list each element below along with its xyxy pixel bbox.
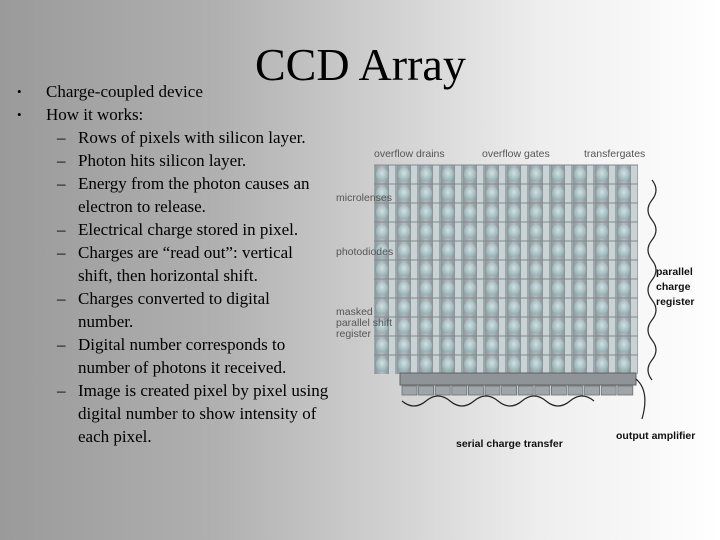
microlens (464, 301, 476, 315)
microlens (420, 339, 432, 353)
microlens (618, 320, 630, 334)
microlens (376, 263, 388, 277)
label-output-amplifier: output amplifier (616, 430, 696, 442)
label-overflow-gates: overflow gates (482, 148, 550, 160)
microlens (618, 263, 630, 277)
serial-register-cell (502, 386, 517, 395)
microlens (398, 244, 410, 258)
label-overflow-drains: overflow drains (374, 148, 445, 160)
bullet-marker: • (17, 84, 22, 99)
microlens (574, 301, 586, 315)
sub-bullet-text: Charges converted to digital number. (78, 289, 270, 331)
label-serial-charge-transfer: serial charge transfer (456, 438, 563, 450)
microlens (552, 225, 564, 239)
bullet-text: Charge-coupled device (46, 82, 203, 101)
microlens (530, 282, 542, 296)
sub-bullet-marker: – (57, 128, 66, 147)
ccd-array-diagram (330, 135, 720, 455)
label-transfer-gates: transfergates (584, 148, 646, 160)
microlens (596, 339, 608, 353)
sub-bullet-marker: – (57, 220, 66, 239)
serial-register-block (400, 373, 636, 385)
overflow-drain (565, 165, 571, 374)
microlens (574, 263, 586, 277)
sub-bullet-item (0, 241, 335, 287)
microlens (552, 263, 564, 277)
microlens (618, 187, 630, 201)
microlens (486, 187, 498, 201)
microlens (420, 358, 432, 372)
microlens (464, 206, 476, 220)
microlens (442, 168, 454, 182)
serial-register-cell (468, 386, 483, 395)
serial-register-cell (452, 386, 467, 395)
microlens (398, 358, 410, 372)
label-parallel: parallel (656, 266, 693, 278)
microlens (376, 225, 388, 239)
sub-bullet-marker: – (57, 381, 66, 400)
microlens (618, 244, 630, 258)
sub-bullet-marker: – (57, 243, 66, 262)
microlens (618, 168, 630, 182)
microlens (530, 320, 542, 334)
microlens (420, 320, 432, 334)
bullet-list (0, 80, 335, 448)
microlens (508, 263, 520, 277)
sub-bullet-item (0, 126, 335, 149)
microlens (376, 339, 388, 353)
microlens (508, 206, 520, 220)
microlens (442, 301, 454, 315)
overflow-drain (543, 165, 549, 374)
microlens (596, 187, 608, 201)
microlens (530, 187, 542, 201)
microlens (574, 187, 586, 201)
microlens (420, 168, 432, 182)
overflow-drain (587, 165, 593, 374)
microlens (552, 187, 564, 201)
microlens (486, 339, 498, 353)
bullet-text: How it works: (46, 105, 144, 124)
microlens (552, 168, 564, 182)
microlens (442, 263, 454, 277)
microlens (552, 206, 564, 220)
sub-bullet-text: Charges are “read out”: vertical shift, then horizontal shift. (78, 243, 293, 285)
microlens (508, 339, 520, 353)
sub-bullet-item (0, 287, 335, 333)
label-microlenses: microlenses (336, 192, 393, 204)
microlens (376, 358, 388, 372)
microlens (508, 225, 520, 239)
serial-register-cells (402, 386, 633, 395)
microlens (398, 187, 410, 201)
microlens (442, 206, 454, 220)
microlens (398, 225, 410, 239)
microlens (464, 168, 476, 182)
output-amplifier-arrow (636, 379, 645, 419)
microlens (618, 339, 630, 353)
overflow-drain (411, 165, 417, 374)
microlens (508, 282, 520, 296)
overflow-drain (609, 165, 615, 374)
microlens (574, 168, 586, 182)
microlens (486, 301, 498, 315)
microlens (618, 282, 630, 296)
overflow-drain (433, 165, 439, 374)
microlens (464, 225, 476, 239)
microlens (486, 225, 498, 239)
microlens (464, 282, 476, 296)
microlens (552, 358, 564, 372)
microlens (618, 206, 630, 220)
microlens (442, 339, 454, 353)
serial-register-cell (585, 386, 600, 395)
microlens (530, 206, 542, 220)
microlens (398, 320, 410, 334)
microlens (508, 168, 520, 182)
microlens (530, 358, 542, 372)
microlens (596, 301, 608, 315)
sub-bullet-item (0, 333, 335, 379)
parallel-register-brace (648, 180, 656, 380)
microlens (464, 187, 476, 201)
sub-bullet-item (0, 149, 335, 172)
label-charge: charge (656, 281, 691, 293)
sub-bullet-text: Digital number corresponds to number of photons it received. (78, 335, 287, 377)
microlens (486, 263, 498, 277)
label-photodiodes: photodiodes (336, 246, 394, 258)
bullet-marker: • (17, 107, 22, 122)
microlens (442, 244, 454, 258)
microlens (442, 225, 454, 239)
microlens (398, 301, 410, 315)
label-masked: masked (336, 306, 373, 318)
sub-bullet-marker: – (57, 335, 66, 354)
sub-bullet-text: Photon hits silicon layer. (78, 151, 247, 170)
microlens (530, 244, 542, 258)
microlens (530, 339, 542, 353)
microlens (574, 339, 586, 353)
microlens (552, 320, 564, 334)
serial-register-cell (402, 386, 417, 395)
sub-bullet-marker: – (57, 174, 66, 193)
microlens (508, 358, 520, 372)
serial-register-cell (518, 386, 533, 395)
microlens (508, 244, 520, 258)
microlens (596, 320, 608, 334)
microlens (618, 225, 630, 239)
microlens (420, 244, 432, 258)
microlens (420, 263, 432, 277)
label-register: register (336, 328, 372, 340)
serial-register-cell (535, 386, 550, 395)
sub-bullet-text: Rows of pixels with silicon layer. (78, 128, 306, 147)
microlens (486, 244, 498, 258)
microlens (442, 187, 454, 201)
microlens (530, 168, 542, 182)
microlens (618, 358, 630, 372)
microlens (596, 168, 608, 182)
microlens (420, 301, 432, 315)
slide-title: CCD Array (255, 39, 466, 90)
microlens (486, 320, 498, 334)
microlens (552, 339, 564, 353)
microlens (508, 301, 520, 315)
microlens (420, 187, 432, 201)
microlens (486, 168, 498, 182)
sub-bullet-text: Electrical charge stored in pixel. (78, 220, 299, 239)
microlens (442, 282, 454, 296)
microlens (486, 282, 498, 296)
microlens (398, 168, 410, 182)
microlens (596, 206, 608, 220)
microlens (574, 225, 586, 239)
sub-bullet-item (0, 379, 335, 448)
microlens (464, 339, 476, 353)
bullet-item (0, 80, 335, 103)
sub-bullet-marker: – (57, 151, 66, 170)
microlens (574, 206, 586, 220)
sub-bullet-text: Image is created pixel by pixel using digital number to show intensity of each pixel. (78, 381, 329, 446)
microlens (552, 244, 564, 258)
serial-register-cell (435, 386, 450, 395)
microlens (508, 320, 520, 334)
sub-bullet-item (0, 218, 335, 241)
microlens (574, 320, 586, 334)
microlens (376, 301, 388, 315)
overflow-drain (521, 165, 527, 374)
microlens (464, 244, 476, 258)
microlens (376, 206, 388, 220)
microlens (486, 206, 498, 220)
microlens (596, 244, 608, 258)
microlens (596, 225, 608, 239)
microlens (552, 301, 564, 315)
microlens (596, 358, 608, 372)
microlens (486, 358, 498, 372)
microlens (530, 225, 542, 239)
overflow-drain (455, 165, 461, 374)
microlens (398, 263, 410, 277)
microlens (596, 282, 608, 296)
microlens (398, 339, 410, 353)
sub-bullet-text: Energy from the photon causes an electron to release. (78, 174, 310, 216)
microlens (420, 206, 432, 220)
pixel-grid (374, 165, 638, 374)
microlens (464, 320, 476, 334)
microlens (574, 282, 586, 296)
serial-register-cell (551, 386, 566, 395)
label-parallel-shift: parallel shift (336, 317, 393, 329)
serial-register-cell (601, 386, 616, 395)
microlens (442, 358, 454, 372)
microlens (442, 320, 454, 334)
serial-register-cell (618, 386, 633, 395)
microlens (376, 168, 388, 182)
microlens (398, 282, 410, 296)
microlens (464, 358, 476, 372)
microlens (530, 301, 542, 315)
microlens (420, 282, 432, 296)
overflow-drain (477, 165, 483, 374)
microlens (508, 187, 520, 201)
overflow-drain (631, 165, 637, 374)
serial-register-cell (485, 386, 500, 395)
microlens (596, 263, 608, 277)
microlens (530, 263, 542, 277)
microlens (552, 282, 564, 296)
serial-register-brace (402, 396, 594, 406)
microlens (464, 263, 476, 277)
serial-register-cell (419, 386, 434, 395)
serial-register-cell (568, 386, 583, 395)
bullet-item (0, 103, 335, 126)
sub-bullet-item (0, 172, 335, 218)
microlens (618, 301, 630, 315)
label-charge-register: register (656, 296, 695, 308)
microlens (398, 206, 410, 220)
sub-bullet-marker: – (57, 289, 66, 308)
microlens (574, 244, 586, 258)
microlens (420, 225, 432, 239)
overflow-drain (499, 165, 505, 374)
microlens (574, 358, 586, 372)
microlens (376, 282, 388, 296)
